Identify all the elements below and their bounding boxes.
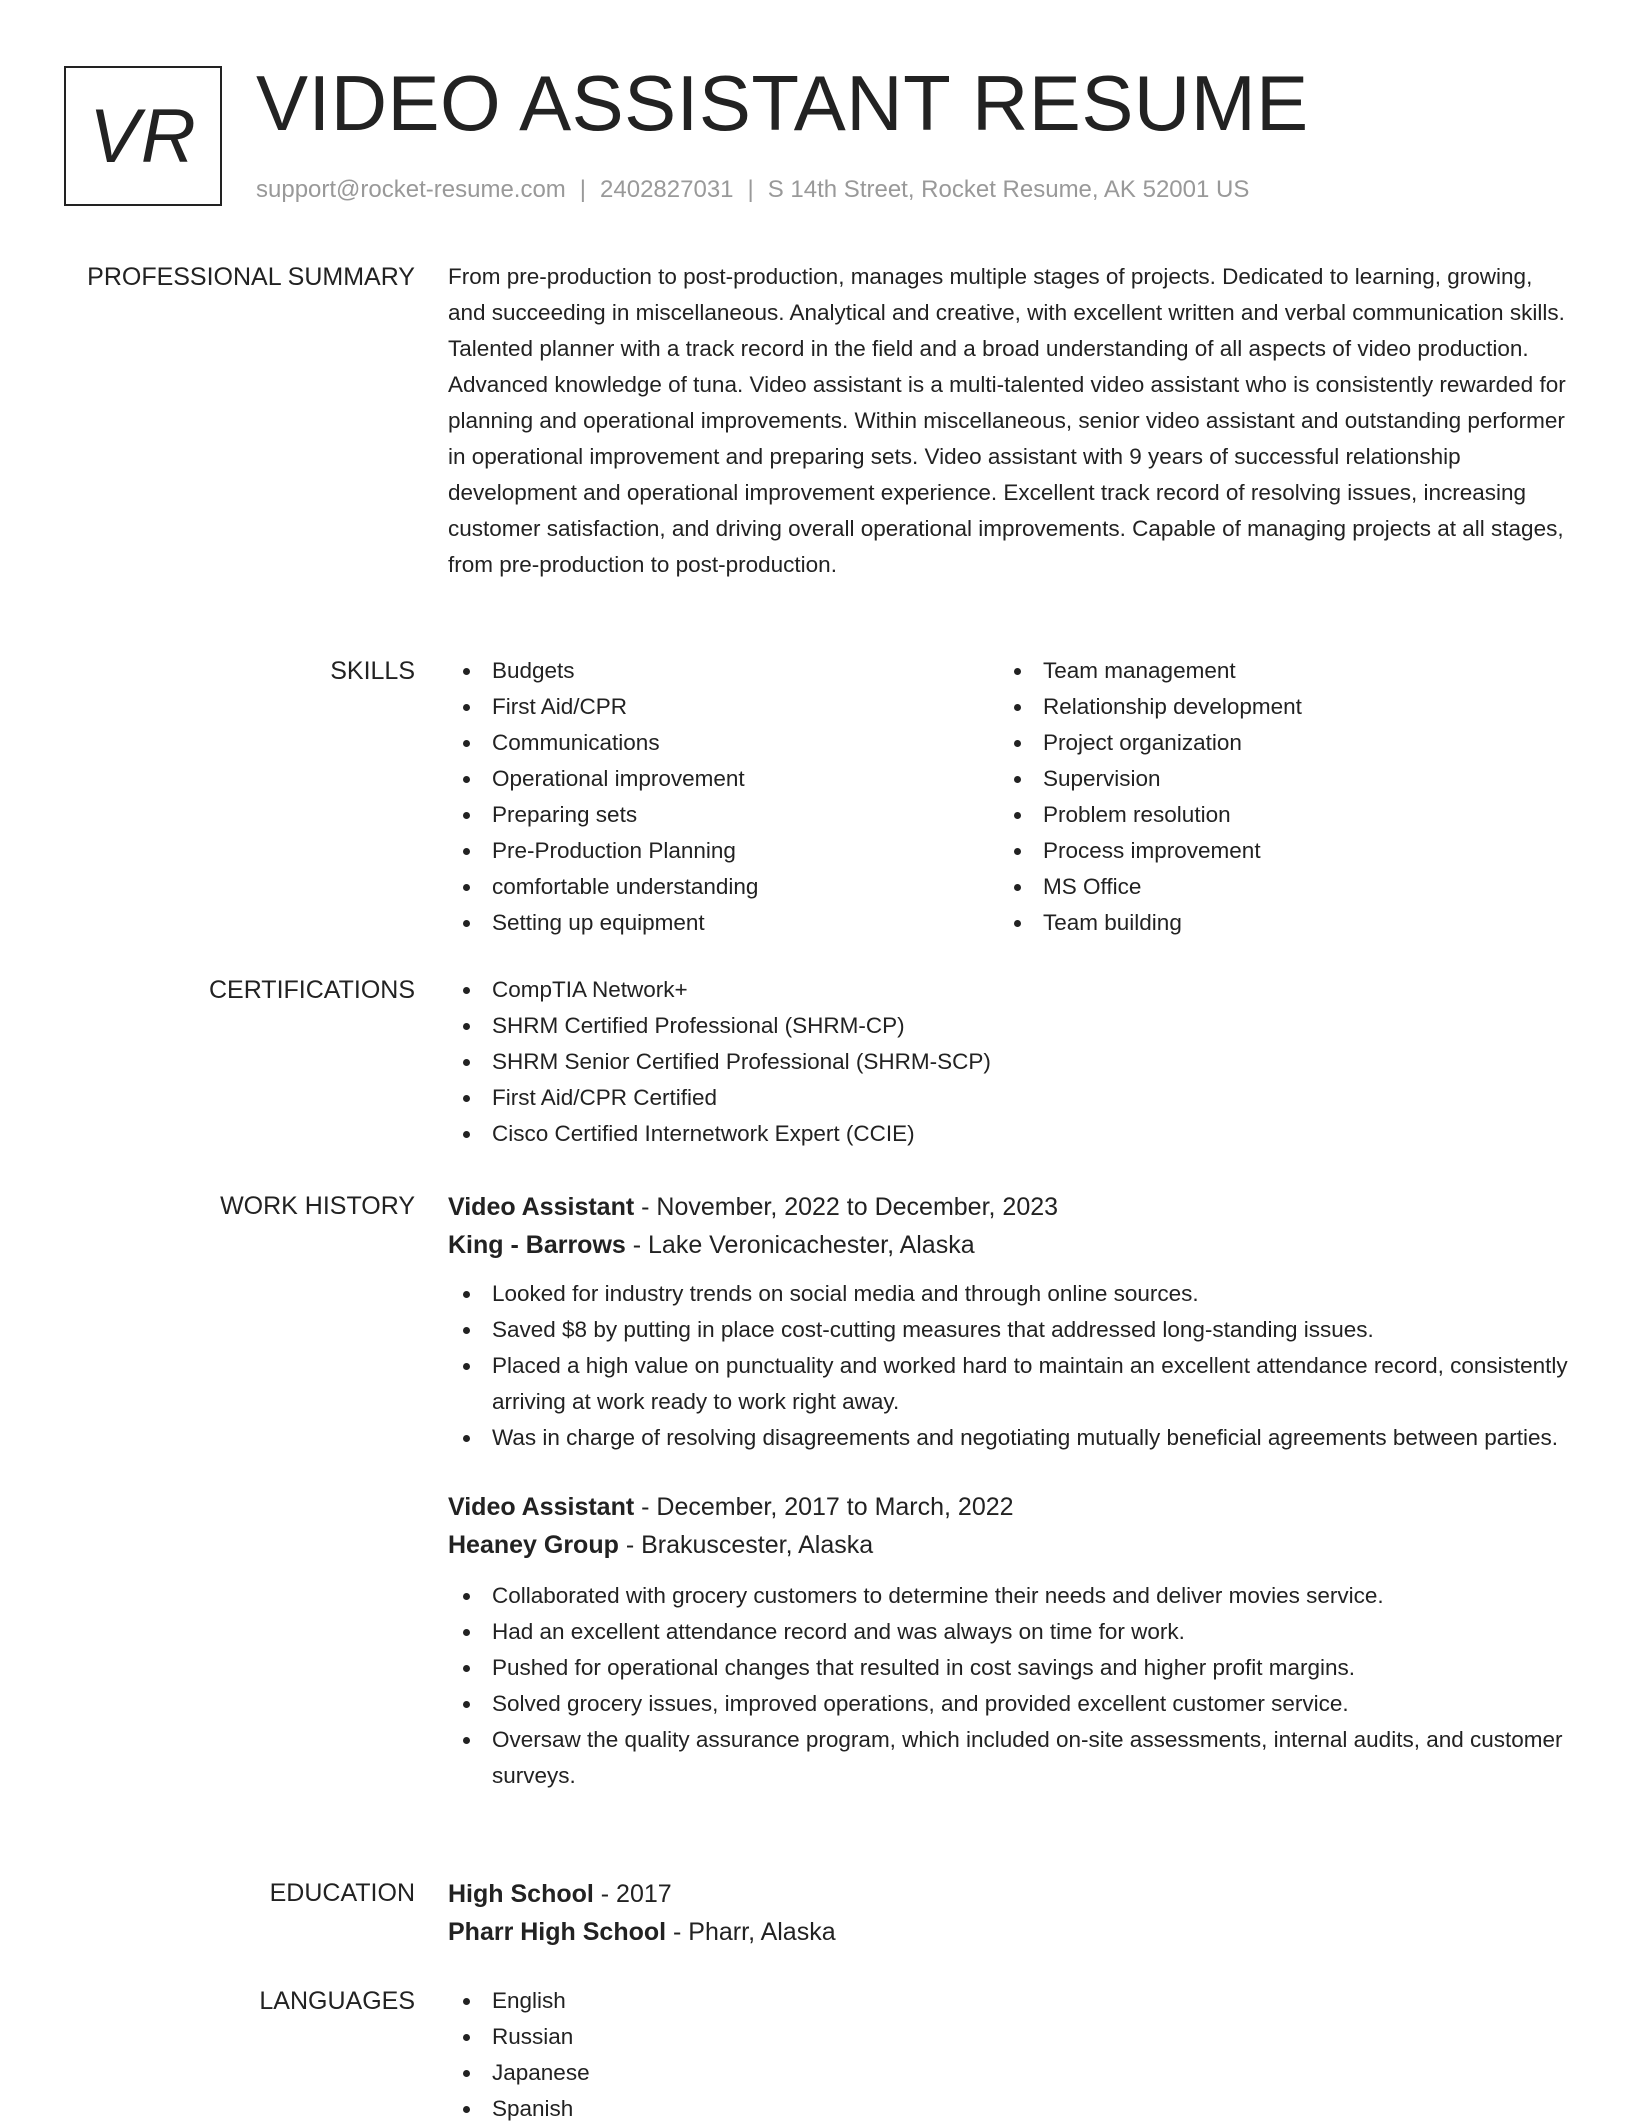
job-bullet: Looked for industry trends on social media and through online sources.	[448, 1276, 1568, 1312]
skill-item: Process improvement	[999, 833, 1539, 869]
job-bullet: Had an excellent attendance record and was always on time for work.	[448, 1614, 1568, 1650]
job-entry	[448, 1188, 1568, 1456]
language-item: Russian	[448, 2019, 1568, 2055]
skill-item: Problem resolution	[999, 797, 1539, 833]
certification-item: Cisco Certified Internetwork Expert (CCIE)	[448, 1116, 1568, 1152]
contact-separator: |	[579, 176, 587, 203]
education-school-line	[448, 1913, 1568, 1951]
contact-address: S 14th Street, Rocket Resume, AK 52001 US	[767, 176, 1250, 203]
skill-item: Project organization	[999, 725, 1539, 761]
job-company-line	[448, 1226, 1568, 1264]
contact-line	[256, 172, 1249, 208]
language-item: English	[448, 1983, 1568, 2019]
section-label-summary: PROFESSIONAL SUMMARY	[87, 263, 415, 291]
skill-item: Supervision	[999, 761, 1539, 797]
language-item: Japanese	[448, 2055, 1568, 2091]
summary-content	[448, 259, 1568, 583]
education-content	[448, 1875, 1568, 1951]
job-dates: - December, 2017 to March, 2022	[634, 1493, 1014, 1521]
job-title: Video Assistant	[448, 1193, 635, 1221]
skill-item: Pre-Production Planning	[448, 833, 988, 869]
job-company: Heaney Group	[448, 1531, 619, 1559]
job-title-line	[448, 1488, 1568, 1526]
education-degree: High School	[448, 1880, 594, 1908]
job-company-line	[448, 1526, 1568, 1564]
job-bullet: Oversaw the quality assurance program, which included on-site assessments, internal audits, and customer surveys.	[448, 1722, 1568, 1794]
skill-item: Setting up equipment	[448, 905, 988, 941]
monogram-logo: VR	[64, 66, 222, 206]
job-bullet: Pushed for operational changes that resulted in cost savings and higher profit margins.	[448, 1650, 1568, 1686]
certifications-content	[448, 972, 1568, 1152]
skill-item: comfortable understanding	[448, 869, 988, 905]
skills-column-left	[448, 653, 988, 941]
job-bullet: Placed a high value on punctuality and worked hard to maintain an excellent attendance record, consistently arriving at work ready to work right away.	[448, 1348, 1568, 1420]
job-title: Video Assistant	[448, 1493, 635, 1521]
job-bullet: Solved grocery issues, improved operations, and provided excellent customer service.	[448, 1686, 1568, 1722]
certification-item: First Aid/CPR Certified	[448, 1080, 1568, 1116]
contact-phone[interactable]: 2402827031	[600, 176, 734, 203]
section-label-skills: SKILLS	[330, 657, 415, 685]
job-entry	[448, 1488, 1568, 1794]
contact-separator: |	[747, 176, 754, 203]
education-degree-line	[448, 1875, 1568, 1913]
education-school: Pharr High School	[448, 1918, 667, 1946]
skill-item: Preparing sets	[448, 797, 988, 833]
job-bullet: Saved $8 by putting in place cost-cutting measures that addressed long-standing issues.	[448, 1312, 1568, 1348]
summary-text: From pre-production to post-production, manages multiple stages of projects. Dedicated to learning, growing, and succeeding in miscellaneous. Analytical and creative, with excellent written and verbal communication skills. Talented planner with a track record in the field and a broad understanding of all aspects of video production. Advanced knowledge of tuna. Video assistant is a multi-talented video assistant who is consistently rewarded for planning and operational improvements. Within miscellaneous, senior video assistant and outstanding performer in operational improvement and preparing sets. Video assistant with 9 years of successful relationship development and operational improvement experience. Excellent track record of resolving issues, increasing customer satisfaction, and driving overall operational improvements. Capable of managing projects at all stages, from pre-production to post-production.	[448, 264, 1566, 577]
section-label-certifications: CERTIFICATIONS	[208, 976, 415, 1004]
job-title-line	[448, 1188, 1568, 1226]
job-dates: - November, 2022 to December, 2023	[634, 1193, 1059, 1221]
contact-email[interactable]: support@rocket-resume.com	[256, 176, 566, 203]
education-year: - 2017	[593, 1880, 672, 1908]
skill-item: Operational improvement	[448, 761, 988, 797]
job-company: King - Barrows	[448, 1231, 626, 1259]
resume-title: VIDEO ASSISTANT RESUME	[256, 59, 1309, 147]
skill-item: Communications	[448, 725, 988, 761]
work-history-content	[448, 1188, 1568, 1794]
section-label-languages: LANGUAGES	[259, 1987, 415, 2015]
certification-item: SHRM Senior Certified Professional (SHRM-SCP)	[448, 1044, 1568, 1080]
skill-item: Team management	[999, 653, 1539, 689]
certification-item: SHRM Certified Professional (SHRM-CP)	[448, 1008, 1568, 1044]
skill-item: Budgets	[448, 653, 988, 689]
job-location: - Brakuscester, Alaska	[618, 1531, 874, 1559]
skill-item: MS Office	[999, 869, 1539, 905]
skill-item: First Aid/CPR	[448, 689, 988, 725]
education-location: - Pharr, Alaska	[666, 1918, 836, 1946]
job-location: - Lake Veronicachester, Alaska	[625, 1231, 975, 1259]
section-label-education: EDUCATION	[269, 1879, 415, 1907]
skill-item: Team building	[999, 905, 1539, 941]
job-bullet: Was in charge of resolving disagreements and negotiating mutually beneficial agreements between parties.	[448, 1420, 1568, 1456]
skills-column-right	[999, 653, 1539, 941]
section-label-work-history: WORK HISTORY	[220, 1192, 415, 1220]
language-item: Spanish	[448, 2091, 1568, 2127]
job-bullet: Collaborated with grocery customers to determine their needs and deliver movies service.	[448, 1578, 1568, 1614]
certification-item: CompTIA Network+	[448, 972, 1568, 1008]
skill-item: Relationship development	[999, 689, 1539, 725]
languages-content	[448, 1983, 1568, 2127]
